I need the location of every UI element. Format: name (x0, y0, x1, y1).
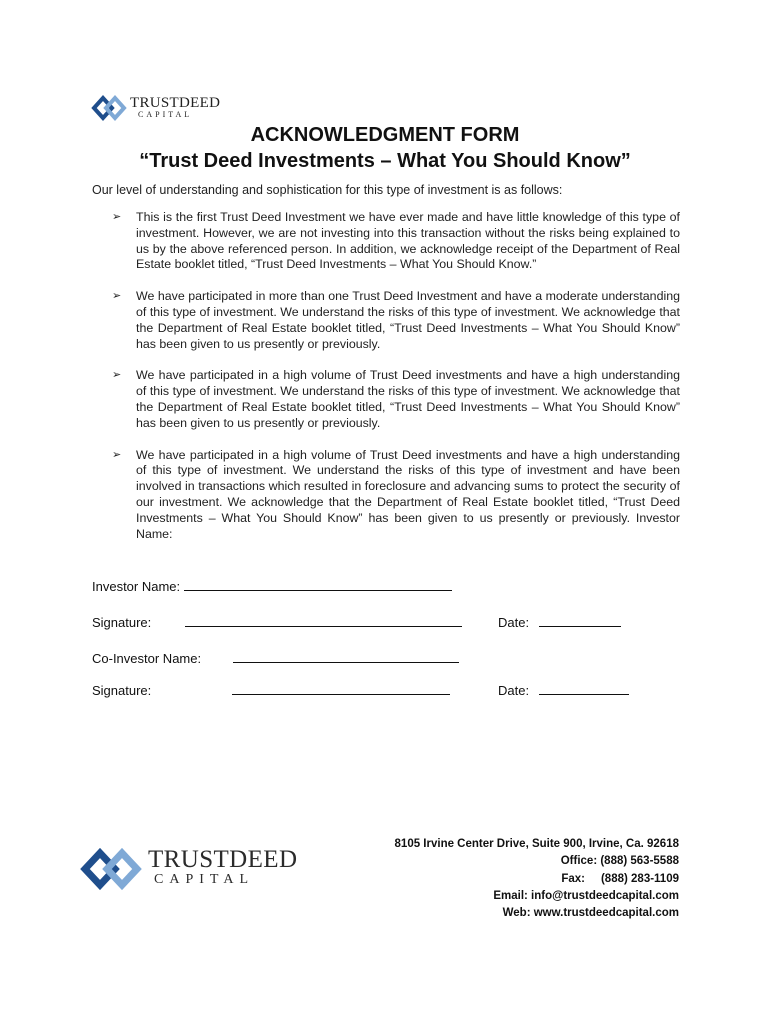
arrow-bullet-icon: ➢ (112, 369, 122, 382)
contact-fax: Fax: (888) 283-1109 (561, 872, 679, 885)
contact-email[interactable]: Email: info@trustdeedcapital.com (493, 889, 679, 902)
experience-options-list (112, 210, 680, 558)
date-row-2 (498, 682, 629, 698)
signature-field-1[interactable] (185, 614, 462, 627)
form-subtitle: “Trust Deed Investments – What You Should Know” (139, 150, 631, 172)
chain-link-icon (90, 92, 130, 122)
signature-label-2: Signature: (92, 683, 152, 698)
signature-field-2[interactable] (232, 682, 450, 695)
option-moderate-understanding[interactable] (112, 289, 680, 352)
intro-text: Our level of understanding and sophistication for this type of investment is as follows: (92, 183, 563, 197)
date-label-1: Date: (498, 615, 530, 630)
logo-brand-subtitle: CAPITAL (154, 872, 254, 887)
option-text: We have participated in more than one Trust Deed Investment and have a moderate understanding of this type of investment. We understand the risks of this type of investment. We acknowledge that the Department of Real Estate booklet titled, “Trust Deed Investments – What You Should Know” has been given to us presently or previously. (136, 289, 680, 351)
investor-name-field[interactable] (184, 578, 452, 591)
arrow-bullet-icon: ➢ (112, 448, 122, 461)
company-logo-top (90, 92, 221, 126)
option-text: We have participated in a high volume of Trust Deed investments and have a high understanding of this type of investment. We understand the risks of this type of investment. We acknowledge that the Department of Real Estate booklet titled, “Trust Deed Investments – What You Should Know” has been given to us presently or previously. (136, 368, 680, 430)
option-high-understanding[interactable] (112, 368, 680, 431)
co-investor-name-row (92, 650, 459, 666)
signature-row-1 (92, 614, 462, 630)
date-field-2[interactable] (539, 682, 629, 695)
co-investor-name-field[interactable] (233, 650, 459, 663)
investor-name-label: Investor Name: (92, 579, 181, 594)
contact-office-phone: Office: (888) 563-5588 (560, 855, 679, 868)
logo-brand-subtitle: CAPITAL (138, 110, 193, 119)
logo-brand-name: TRUSTDEED (130, 95, 221, 111)
option-first-investment[interactable] (112, 210, 680, 273)
co-investor-name-label: Co-Investor Name: (92, 651, 202, 666)
company-logo-bottom (80, 842, 298, 896)
date-field-1[interactable] (539, 614, 621, 627)
contact-website[interactable]: Web: www.trustdeedcapital.com (502, 907, 679, 920)
signature-row-2 (92, 682, 450, 698)
option-high-understanding-foreclosure[interactable] (112, 448, 680, 543)
signature-label-1: Signature: (92, 615, 152, 630)
option-text: This is the first Trust Deed Investment we have ever made and have little knowledge of this type of investment. However, we are not investing into this transaction without the risks being explained to us by the above referenced person. In addition, we acknowledge receipt of the Department of Real Estate booklet titled, “Trust Deed Investments – What You Should Know.” (136, 210, 680, 272)
date-row-1 (498, 614, 621, 630)
form-title: ACKNOWLEDGMENT FORM (250, 124, 520, 146)
contact-info (395, 836, 679, 922)
arrow-bullet-icon: ➢ (112, 290, 122, 303)
date-label-2: Date: (498, 683, 530, 698)
logo-brand-name: TRUSTDEED (148, 846, 298, 873)
arrow-bullet-icon: ➢ (112, 211, 122, 223)
contact-address: 8105 Irvine Center Drive, Suite 900, Irvine, Ca. 92618 (394, 838, 679, 850)
option-text: We have participated in a high volume of Trust Deed investments and have a high understanding of this type of investment. We understand the risks of this type of investment and have been involved in transactions which resulted in foreclosure and advancing sums to protect the security of our investment. We acknowledge that the Department of Real Estate booklet titled, “Trust Deed Investments – What You Should Know” has been given to us presently or previously. Investor Name: (136, 447, 680, 541)
chain-link-icon (80, 842, 146, 894)
investor-name-row (92, 578, 452, 594)
